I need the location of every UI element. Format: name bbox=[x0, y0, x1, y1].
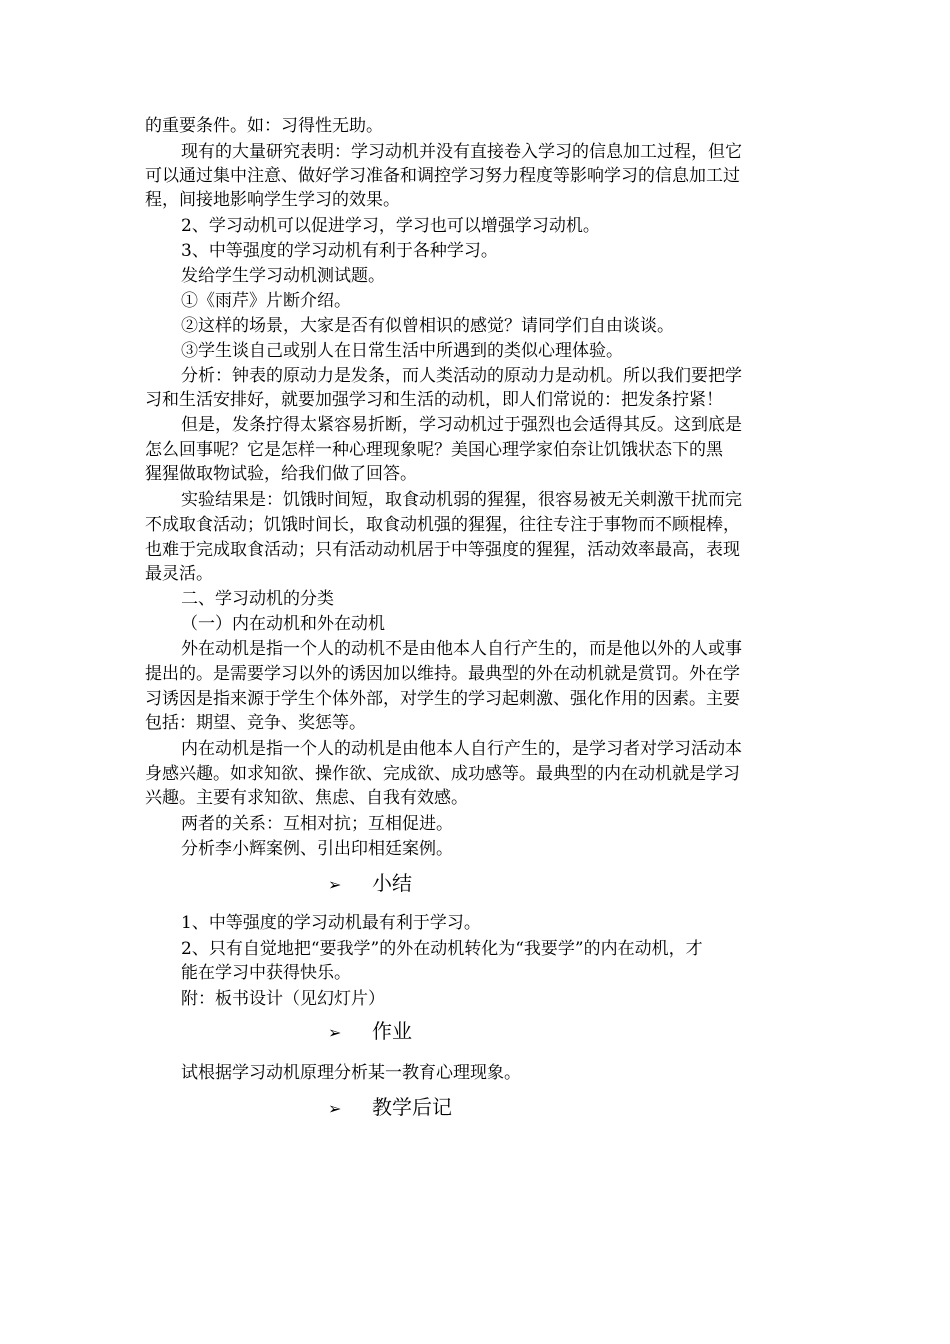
text-line: ②这样的场景，大家是否有似曾相识的感觉？请同学们自由谈谈。 bbox=[181, 316, 674, 336]
summary-line: 1、中等强度的学习动机最有利于学习。 bbox=[181, 913, 481, 933]
homework-title: 作业 bbox=[372, 1019, 412, 1043]
text-line: 分析李小辉案例、引出印相廷案例。 bbox=[181, 839, 453, 859]
summary-title: 小结 bbox=[372, 871, 412, 895]
section-heading: 二、学习动机的分类 bbox=[181, 589, 334, 609]
text-line: 习和生活安排好，就要加强学习和生活的动机，即人们常说的：把发条拧紧！ bbox=[145, 390, 723, 410]
text-line: 3、中等强度的学习动机有利于各种学习。 bbox=[181, 241, 498, 261]
text-line: 兴趣。主要有求知欲、焦虑、自我有效感。 bbox=[145, 788, 468, 808]
subsection-heading: （一）内在动机和外在动机 bbox=[181, 614, 385, 634]
text-line: 最灵活。 bbox=[145, 564, 213, 584]
text-line: 也难于完成取食活动；只有活动动机居于中等强度的猩猩，活动效率最高，表现 bbox=[145, 540, 740, 560]
text-line: 发给学生学习动机测试题。 bbox=[181, 266, 385, 286]
summary-line: 附：板书设计（见幻灯片） bbox=[181, 989, 385, 1009]
arrow-bullet-icon: ➢ bbox=[328, 875, 342, 894]
text-line: 身感兴趣。如求知欲、操作欲、完成欲、成功感等。最典型的内在动机就是学习 bbox=[145, 764, 740, 784]
postscript-heading bbox=[328, 1093, 452, 1123]
text-line: 猩猩做取物试验，给我们做了回答。 bbox=[145, 464, 417, 484]
homework-heading bbox=[328, 1017, 412, 1047]
text-line: ③学生谈自己或别人在日常生活中所遇到的类似心理体验。 bbox=[181, 341, 623, 361]
text-line: 两者的关系：互相对抗；互相促进。 bbox=[181, 814, 453, 834]
summary-line: 2、只有自觉地把“要我学”的外在动机转化为“我要学”的内在动机，才 bbox=[181, 939, 703, 959]
text-line: 内在动机是指一个人的动机是由他本人自行产生的，是学习者对学习活动本 bbox=[181, 739, 742, 759]
text-line: 怎么回事呢？它是怎样一种心理现象呢？美国心理学家伯奈让饥饿状态下的黑 bbox=[145, 440, 723, 460]
text-line: 包括：期望、竞争、奖惩等。 bbox=[145, 713, 366, 733]
text-line: 不成取食活动；饥饿时间长，取食动机强的猩猩，往往专注于事物而不顾棍棒， bbox=[145, 515, 740, 535]
text-line: 可以通过集中注意、做好学习准备和调控学习努力程度等影响学习的信息加工过 bbox=[145, 166, 740, 186]
text-line: 实验结果是：饥饿时间短，取食动机弱的猩猩，很容易被无关刺激干扰而完 bbox=[181, 490, 742, 510]
homework-line: 试根据学习动机原理分析某一教育心理现象。 bbox=[181, 1063, 521, 1083]
postscript-title: 教学后记 bbox=[372, 1095, 452, 1119]
text-line: 习诱因是指来源于学生个体外部，对学生的学习起刺激、强化作用的因素。主要 bbox=[145, 689, 740, 709]
text-line: 但是，发条拧得太紧容易折断，学习动机过于强烈也会适得其反。这到底是 bbox=[181, 415, 742, 435]
arrow-bullet-icon: ➢ bbox=[328, 1023, 342, 1042]
text-line: 程，间接地影响学生学习的效果。 bbox=[145, 190, 400, 210]
text-line: 2、学习动机可以促进学习，学习也可以增强学习动机。 bbox=[181, 216, 600, 236]
text-line: 提出的。是需要学习以外的诱因加以维持。最典型的外在动机就是赏罚。外在学 bbox=[145, 664, 740, 684]
summary-line: 能在学习中获得快乐。 bbox=[181, 963, 351, 983]
text-line: 的重要条件。如：习得性无助。 bbox=[145, 116, 383, 136]
text-line: 外在动机是指一个人的动机不是由他本人自行产生的，而是他以外的人或事 bbox=[181, 639, 742, 659]
summary-heading bbox=[328, 869, 412, 899]
text-line: 分析：钟表的原动力是发条，而人类活动的原动力是动机。所以我们要把学 bbox=[181, 366, 742, 386]
text-line: ①《雨芹》片断介绍。 bbox=[181, 291, 351, 311]
text-line: 现有的大量研究表明：学习动机并没有直接卷入学习的信息加工过程，但它 bbox=[181, 142, 742, 162]
arrow-bullet-icon: ➢ bbox=[328, 1099, 342, 1118]
